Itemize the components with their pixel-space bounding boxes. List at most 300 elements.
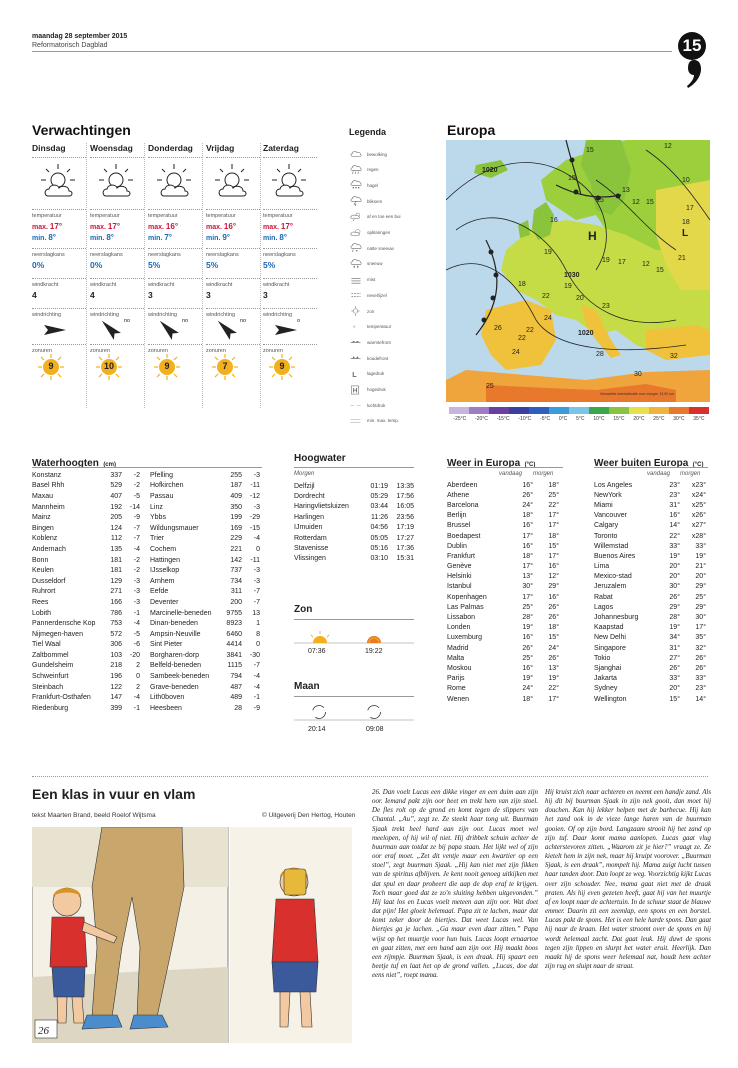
- row-value: 16°: [522, 634, 533, 642]
- row-value: 01:19: [370, 482, 388, 490]
- waterhoogten-title: Waterhoogten: [32, 458, 99, 469]
- row-value: 17°: [548, 522, 559, 530]
- table-row: [594, 572, 706, 582]
- row-label: Istanbul: [447, 583, 472, 591]
- row-label: Vlissingen: [294, 555, 326, 563]
- row-value: 18°: [548, 624, 559, 632]
- row-value: 13°: [548, 664, 559, 672]
- row-value: -4: [133, 694, 140, 702]
- legend-item-label: hagel: [367, 182, 379, 188]
- map-temperature: 12: [642, 261, 650, 268]
- story-column-1: 26. Dan voelt Lucas een dikke vinger en een duim aan zijn oor. Iemand pakt zijn oor beet en trekt hem van zijn stoel. De fles rolt op de grond en komt tegen de slippers van Chantal. „Au”, zegt ze. Ze steekt haar tong uit. Buurman Sjaak trekt heel hard aan zijn oor. Lucas moet wel meelopen, of hij wil of niet. Hij dribbelt schuin achter de buurman aan totdat ze bij papa staan. Het lijkt wel of zijn oor eraf moet. „Zet dit ventje maar een kwartier op een stoel”, zegt buurman Sjaak. „Hij kan niet met zijn fikken van de spiritus afblijven. Je kent nooit genoeg uitkijken met dat spul en daar probeert die aap de dop eraf te krijgen. Toch maar goed dat ze zo'n sluiting hebben uitgevonden.” Hij laat los en Lucas voelt meteen aan zijn oor. Wat doet dat pijn! Het gloeit helemaal. Papa zit te lachen, maar dat komt zeker door de biertjes. Dat weet Lucas wel. Van biertjes ga je lachen. „Ga maar even daar zitten.” Papa wijst op het muurtje voor hun huis. Lucas loopt ernaartoe en gaat zitten, met een hand aan zijn oor. Hij maakt boos een rijmpje. Buurman Sjaak, is een draak. Hij spaart een beetje tuf en laat het op de grond vallen. „Lucas, doe dat eens niet”, roept mama.: [372, 789, 538, 980]
- legend-item-label: natte sneeuw: [367, 245, 394, 251]
- row-value: 135: [110, 545, 122, 553]
- table-row: [150, 587, 260, 598]
- row-label: Mannheim: [32, 503, 65, 511]
- row-value: 29°: [548, 583, 559, 591]
- column-divider: [144, 143, 145, 408]
- table-row: [150, 576, 260, 587]
- row-value: 18°: [522, 512, 533, 520]
- row-label: Andernach: [32, 545, 66, 553]
- table-row: [32, 661, 140, 672]
- hoogwater-table: [294, 481, 414, 564]
- map-temperature: 15: [596, 197, 604, 204]
- table-row: [594, 582, 706, 592]
- table-row: [294, 481, 414, 491]
- scale-label: 30°C: [673, 416, 685, 422]
- row-value: 28°: [669, 614, 680, 622]
- row-value: -11: [250, 482, 260, 490]
- newspaper-name: Reformatorisch Dagblad: [32, 42, 108, 49]
- wind-direction-label: windrichting: [32, 312, 62, 318]
- wind-direction-value: no: [124, 318, 131, 324]
- weer-europa-title: Weer in Europa: [447, 458, 521, 469]
- row-value: 129: [110, 577, 122, 585]
- row-value: 529: [110, 482, 122, 490]
- row-value: 23:56: [396, 513, 414, 521]
- table-row: [150, 481, 260, 492]
- row-value: 187: [230, 482, 242, 490]
- row-label: Singapore: [594, 644, 626, 652]
- row-value: 13:35: [396, 482, 414, 490]
- map-temperature: 22: [542, 293, 550, 300]
- table-row: [32, 608, 140, 619]
- comic-credit: tekst Maarten Brand, beeld Roelof Wijtsma: [32, 812, 156, 819]
- row-value: -20: [129, 651, 140, 659]
- waterhoogten-unit: (cm): [103, 462, 116, 468]
- divider: [90, 308, 144, 309]
- row-value: 16°: [522, 522, 533, 530]
- map-temperature: 17: [686, 205, 694, 212]
- row-value: -2: [133, 556, 140, 564]
- row-label: Keulen: [32, 567, 54, 575]
- row-label: Jakarta: [594, 675, 617, 683]
- legend-item-label: bewolking: [367, 151, 388, 157]
- divider: [90, 278, 144, 279]
- table-row: [150, 682, 260, 693]
- legend-item: [349, 177, 441, 193]
- sun-hours-label: zonuren: [148, 348, 168, 354]
- map-temperature: 26: [494, 325, 502, 332]
- max-temp: [148, 222, 202, 231]
- row-label: Lobith: [32, 609, 52, 617]
- row-label: Gundelsheim: [32, 662, 74, 670]
- legend-item-label: regen: [367, 167, 379, 173]
- row-value: 169: [230, 524, 242, 532]
- row-value: -2: [133, 567, 140, 575]
- sun-hours-value: 9: [279, 361, 285, 371]
- row-value: -4: [253, 673, 260, 681]
- row-value: -3: [253, 503, 260, 511]
- wind-direction-label: windrichting: [206, 312, 236, 318]
- row-value: 18°: [548, 532, 559, 540]
- row-label: Belfeld-beneden: [150, 662, 201, 670]
- row-value: x24°: [691, 491, 706, 499]
- legend-item-label: nevel/ijzel: [367, 292, 387, 298]
- legend-item: [349, 319, 441, 335]
- scale-label: 25°C: [653, 416, 665, 422]
- table-row: [150, 629, 260, 640]
- maan-graphic: [294, 700, 414, 726]
- legend-item-label: zon: [367, 308, 375, 314]
- table-row: [294, 491, 414, 501]
- weer-europa-unit: (°C): [524, 462, 536, 468]
- weer-buiten-col-tomorrow: morgen: [680, 471, 701, 477]
- divider: [206, 278, 260, 279]
- table-row: [447, 633, 559, 643]
- row-value: x28°: [691, 532, 706, 540]
- map-caption: Verwachte weerssituatie voor morgen 13.00 uur: [600, 392, 675, 396]
- weer-europa-col-tomorrow: morgen: [533, 471, 554, 477]
- scale-label: 15°C: [613, 416, 625, 422]
- map-temperature: 18: [682, 219, 690, 226]
- legend-item-label: luchtdruk: [367, 402, 386, 408]
- max-temp-value: 16°: [223, 222, 237, 231]
- legend-item: [349, 303, 441, 319]
- row-value: 27°: [669, 654, 680, 662]
- table-row: [32, 692, 140, 703]
- row-label: Nijmegen-haven: [32, 630, 83, 638]
- wind-direction: [90, 318, 144, 340]
- divider: [32, 344, 86, 345]
- row-value: 19°: [522, 675, 533, 683]
- row-label: Mexico-stad: [594, 573, 632, 581]
- min-temp: [32, 233, 86, 242]
- row-value: x23°: [691, 481, 706, 489]
- row-label: IJmuiden: [294, 524, 323, 532]
- temperature-scale-labels: [449, 416, 709, 422]
- table-row: [150, 544, 260, 555]
- row-label: Tiel Waal: [32, 641, 61, 649]
- max-label: max.: [206, 224, 222, 231]
- legend-item-label: mist: [367, 277, 376, 283]
- row-value: 122: [110, 683, 122, 691]
- row-label: New Delhi: [594, 634, 626, 642]
- row-label: Athene: [447, 491, 470, 499]
- row-value: -7: [133, 524, 140, 532]
- map-temperature: 25: [486, 383, 494, 390]
- sun-hours-value: 10: [103, 361, 114, 371]
- row-value: 166: [110, 598, 122, 606]
- row-value: x25°: [691, 501, 706, 509]
- row-value: -30: [249, 651, 260, 659]
- table-row: [294, 512, 414, 522]
- row-value: 31°: [669, 501, 680, 509]
- row-label: Las Palmas: [447, 603, 484, 611]
- row-value: 29°: [695, 583, 706, 591]
- max-temp: [90, 222, 144, 231]
- row-label: Sambeek-beneden: [150, 673, 210, 681]
- issue-date: maandag 28 september 2015: [32, 33, 128, 40]
- rain-chance: 5%: [148, 260, 161, 270]
- wind-direction: [263, 318, 317, 340]
- row-value: -5: [133, 492, 140, 500]
- comic-panel-left: [32, 827, 228, 1043]
- row-value: -3: [253, 471, 260, 479]
- table-row: [447, 643, 559, 653]
- forecast-day-name: Dinsdag: [32, 143, 66, 153]
- row-label: Koblenz: [32, 535, 58, 543]
- wind-direction: [32, 318, 86, 340]
- map-temperature: 15: [656, 267, 664, 274]
- sun-hours-value: 7: [222, 361, 228, 371]
- map-temperature: 32: [670, 353, 678, 360]
- row-value: 147: [110, 694, 122, 702]
- legend-item: [349, 240, 441, 256]
- row-label: Lith0boven: [150, 694, 185, 702]
- table-row: [447, 490, 559, 500]
- row-value: 28°: [522, 614, 533, 622]
- table-row: [150, 565, 260, 576]
- legend-item-label: opklaringen: [367, 230, 391, 235]
- map-temperature: 21: [678, 255, 686, 262]
- sun-hours-value: 9: [164, 361, 170, 371]
- row-label: Borgharen-dorp: [150, 651, 200, 659]
- wind-direction-value: no: [240, 318, 247, 324]
- table-row: [150, 692, 260, 703]
- row-value: -14: [129, 503, 140, 511]
- weer-europa-table: [447, 480, 559, 704]
- map-temperature: 12: [664, 143, 672, 150]
- row-value: 255: [230, 471, 242, 479]
- table-row: [594, 663, 706, 673]
- row-value: 229: [230, 535, 242, 543]
- row-value: -3: [253, 567, 260, 575]
- row-value: 21°: [695, 563, 706, 571]
- table-row: [150, 523, 260, 534]
- rain-label: neerslagkans: [32, 252, 65, 258]
- row-value: -9: [253, 704, 260, 712]
- row-value: 753: [110, 620, 122, 628]
- row-value: 737: [230, 567, 242, 575]
- divider: [148, 248, 202, 249]
- max-temp-value: 16°: [165, 222, 179, 231]
- row-label: Vancouver: [594, 512, 627, 520]
- scale-label: 35°C: [693, 416, 705, 422]
- wind-force: 3: [148, 290, 153, 300]
- table-row: [447, 541, 559, 551]
- table-row: [447, 572, 559, 582]
- map-temperature: 19: [564, 283, 572, 290]
- row-value: -3: [133, 577, 140, 585]
- row-value: -3: [133, 588, 140, 596]
- row-label: Mainz: [32, 514, 51, 522]
- row-value: -4: [133, 545, 140, 553]
- row-label: Grave-beneden: [150, 683, 199, 691]
- svg-text:°: °: [353, 324, 356, 331]
- sun-hours-label: zonuren: [206, 348, 226, 354]
- row-value: 34°: [669, 634, 680, 642]
- row-value: 786: [110, 609, 122, 617]
- row-value: 14°: [669, 522, 680, 530]
- sun-hours: [94, 354, 124, 380]
- rain-label: neerslagkans: [263, 252, 296, 258]
- row-label: Luxemburg: [447, 634, 483, 642]
- table-row: [150, 661, 260, 672]
- row-label: Madrid: [447, 644, 469, 652]
- row-value: 23°: [669, 481, 680, 489]
- row-value: 192: [110, 503, 122, 511]
- row-value: -7: [253, 588, 260, 596]
- row-value: 18°: [522, 695, 533, 703]
- divider: [90, 248, 144, 249]
- scale-swatch: [549, 407, 569, 414]
- table-row: [594, 551, 706, 561]
- table-row: [447, 582, 559, 592]
- row-value: 17°: [522, 593, 533, 601]
- row-label: Rees: [32, 598, 49, 606]
- divider: [148, 209, 202, 210]
- row-label: Willemstad: [594, 542, 629, 550]
- row-value: 1: [256, 620, 260, 628]
- row-label: Londen: [447, 624, 471, 632]
- table-row: [32, 597, 140, 608]
- row-value: -9: [133, 514, 140, 522]
- row-label: Lissabon: [447, 614, 476, 622]
- temperature-label: temperatuur: [90, 213, 120, 219]
- table-row: [150, 491, 260, 502]
- row-value: 26°: [669, 664, 680, 672]
- row-value: -7: [253, 598, 260, 606]
- table-row: [150, 597, 260, 608]
- row-value: -4: [133, 620, 140, 628]
- scale-swatch: [689, 407, 709, 414]
- forecast-day-name: Zaterdag: [263, 143, 299, 153]
- row-label: Calgary: [594, 522, 619, 530]
- map-temperature: 22: [518, 335, 526, 342]
- row-label: Wildungsmauer: [150, 524, 199, 532]
- row-label: Sydney: [594, 685, 618, 693]
- map-temperature: 15: [586, 147, 594, 154]
- forecast-day: [90, 143, 144, 380]
- row-label: Hattingen: [150, 556, 180, 564]
- legend-symbol-icon: [349, 165, 362, 175]
- divider: [90, 209, 144, 210]
- row-value: -3: [133, 598, 140, 606]
- table-row: [294, 543, 414, 553]
- sun-hours: [152, 354, 182, 380]
- row-value: -6: [133, 641, 140, 649]
- table-row: [32, 491, 140, 502]
- row-label: Ruhrort: [32, 588, 56, 596]
- row-value: -1: [133, 609, 140, 617]
- row-value: 6460: [226, 630, 242, 638]
- table-row: [150, 502, 260, 513]
- map-temperature: 20: [576, 295, 584, 302]
- row-value: 30°: [695, 614, 706, 622]
- divider: [148, 157, 202, 158]
- sun-hours: [210, 354, 240, 380]
- legend-symbol-icon: [349, 228, 362, 238]
- min-temp: [263, 233, 317, 242]
- row-label: Lagos: [594, 603, 614, 611]
- row-value: -29: [249, 514, 260, 522]
- map-temperature: 22: [526, 327, 534, 334]
- row-value: 26°: [522, 491, 533, 499]
- table-row: [32, 587, 140, 598]
- table-row: [150, 618, 260, 629]
- divider: [206, 248, 260, 249]
- divider: [32, 248, 86, 249]
- rain-label: neerslagkans: [148, 252, 181, 258]
- waterhoogten-rule: [32, 467, 262, 468]
- row-value: 409: [230, 492, 242, 500]
- row-value: 35°: [695, 634, 706, 642]
- row-value: 271: [110, 588, 122, 596]
- row-value: 25°: [548, 491, 559, 499]
- row-value: 16°: [522, 664, 533, 672]
- row-value: 05:16: [370, 545, 388, 553]
- row-value: 19°: [669, 624, 680, 632]
- row-value: -2: [133, 482, 140, 490]
- scale-swatch: [629, 407, 649, 414]
- row-value: 142: [230, 556, 242, 564]
- table-row: [150, 470, 260, 481]
- row-value: 200: [230, 598, 242, 606]
- row-value: 25°: [695, 593, 706, 601]
- row-value: 20°: [695, 573, 706, 581]
- scale-swatch: [509, 407, 529, 414]
- row-value: 26°: [548, 614, 559, 622]
- forecast-day: [263, 143, 317, 380]
- row-value: 337: [110, 471, 122, 479]
- row-value: x26°: [691, 512, 706, 520]
- scale-label: 10°C: [593, 416, 605, 422]
- divider: [90, 157, 144, 158]
- table-row: [32, 565, 140, 576]
- wind-direction-label: windrichting: [148, 312, 178, 318]
- row-value: 199: [230, 514, 242, 522]
- pressure-label: 1030: [564, 272, 580, 279]
- scale-swatch: [469, 407, 489, 414]
- table-row: [447, 531, 559, 541]
- table-row: [32, 523, 140, 534]
- row-label: Zaltbommel: [32, 651, 69, 659]
- temperature-label: temperatuur: [263, 213, 293, 219]
- legend-item: [349, 209, 441, 225]
- row-value: 33°: [695, 675, 706, 683]
- row-label: Wenen: [447, 695, 470, 703]
- legend-item-label: min. max. temp.: [367, 418, 400, 424]
- row-value: 2: [136, 662, 140, 670]
- row-value: 4414: [226, 641, 242, 649]
- wind-direction-label: windrichting: [263, 312, 293, 318]
- row-value: 16:05: [396, 503, 414, 511]
- comic-illustration: [32, 827, 352, 1043]
- low-pressure-center: L: [682, 228, 689, 239]
- row-value: 2: [136, 683, 140, 691]
- row-value: 181: [110, 556, 122, 564]
- table-row: [594, 562, 706, 572]
- min-temp: [90, 233, 144, 242]
- comma-logo-icon: [687, 60, 701, 88]
- divider: [263, 278, 317, 279]
- row-label: Lima: [594, 563, 610, 571]
- row-label: Heesbeen: [150, 704, 182, 712]
- row-label: Barcelona: [447, 501, 479, 509]
- weer-europa-heading: [447, 453, 535, 471]
- row-value: 407: [110, 492, 122, 500]
- comic-panel-right: [230, 827, 352, 1043]
- legend-item: [349, 350, 441, 366]
- row-label: Riedenburg: [32, 704, 69, 712]
- table-row: [594, 612, 706, 622]
- sunset-time: 19:22: [365, 648, 383, 655]
- row-value: 12°: [548, 573, 559, 581]
- row-value: 22°: [548, 685, 559, 693]
- high-pressure-center: H: [588, 229, 597, 243]
- row-value: 22°: [669, 532, 680, 540]
